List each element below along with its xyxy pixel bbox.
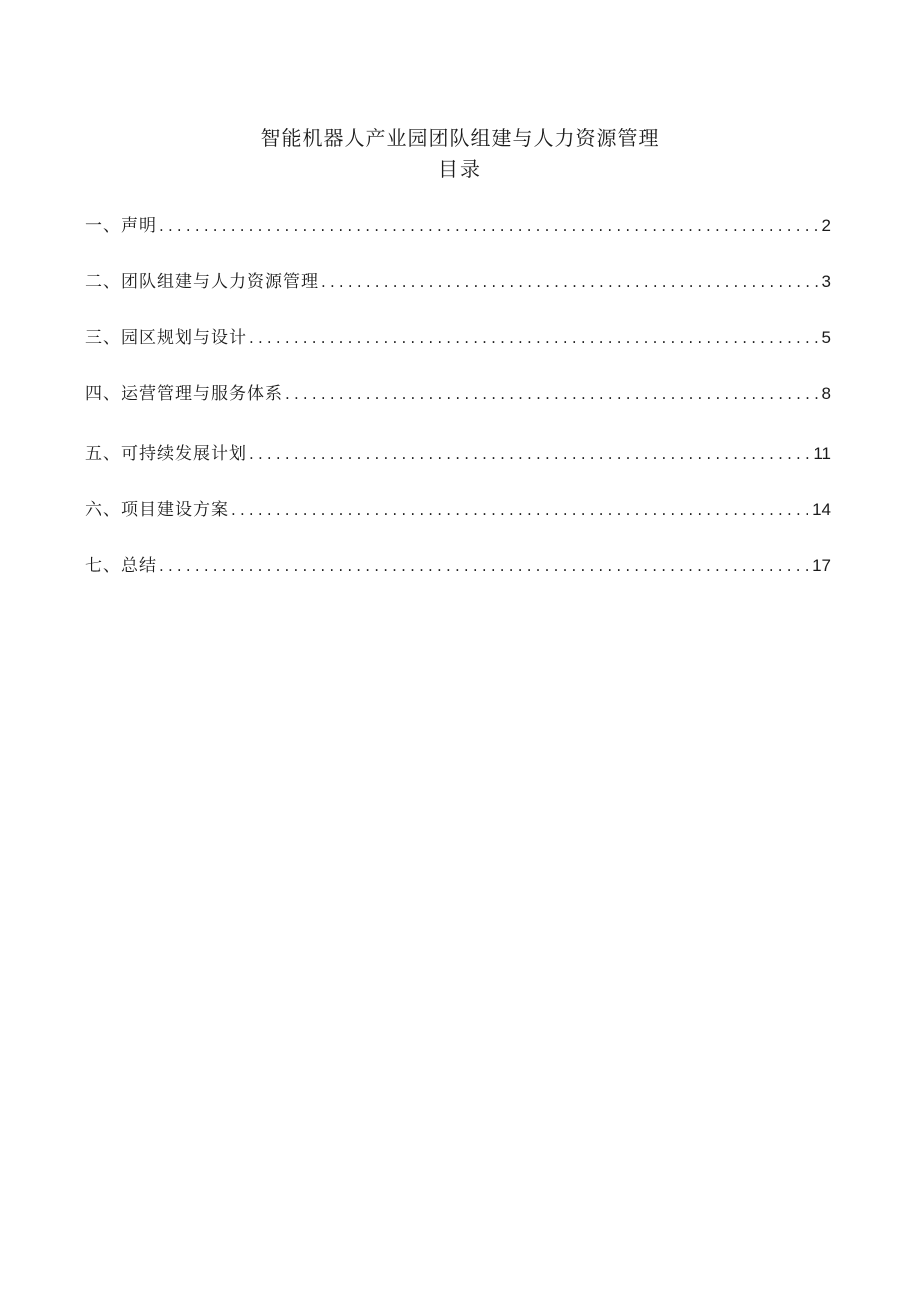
toc-entry-summary[interactable] [85,552,831,580]
toc-entry-label: 七、总结 [85,556,157,576]
table-of-contents [85,212,831,580]
document-title: 智能机器人产业园团队组建与人力资源管理 [260,126,660,150]
toc-heading: 目录 [438,157,482,181]
toc-entry-label: 二、团队组建与人力资源管理 [85,272,319,292]
toc-entry-label: 四、运营管理与服务体系 [85,384,283,404]
toc-page-number: 17 [812,556,831,575]
toc-entry-sustainability[interactable] [85,440,831,468]
toc-dot-leader [249,440,809,468]
toc-page-number: 3 [821,272,831,291]
toc-page-number: 11 [813,444,831,463]
toc-entry-team-hr[interactable] [85,268,831,296]
toc-entry-label: 五、可持续发展计划 [85,444,247,464]
toc-entry-park-planning[interactable] [85,324,831,352]
toc-dot-leader [249,324,818,352]
toc-dot-leader [159,552,808,580]
toc-page-number: 5 [821,328,831,347]
toc-dot-leader [321,268,818,296]
toc-page-number: 14 [812,500,831,519]
toc-dot-leader [159,212,818,240]
toc-page-number: 2 [821,216,831,235]
toc-entry-label: 六、项目建设方案 [85,500,229,520]
toc-dot-leader [231,496,808,524]
toc-page-number: 8 [821,384,831,403]
toc-entry-label: 三、园区规划与设计 [85,328,247,348]
toc-entry-statement[interactable] [85,212,831,240]
toc-dot-leader [285,380,818,408]
toc-entry-operations[interactable] [85,380,831,408]
toc-entry-label: 一、声明 [85,216,157,236]
toc-entry-construction-plan[interactable] [85,496,831,524]
